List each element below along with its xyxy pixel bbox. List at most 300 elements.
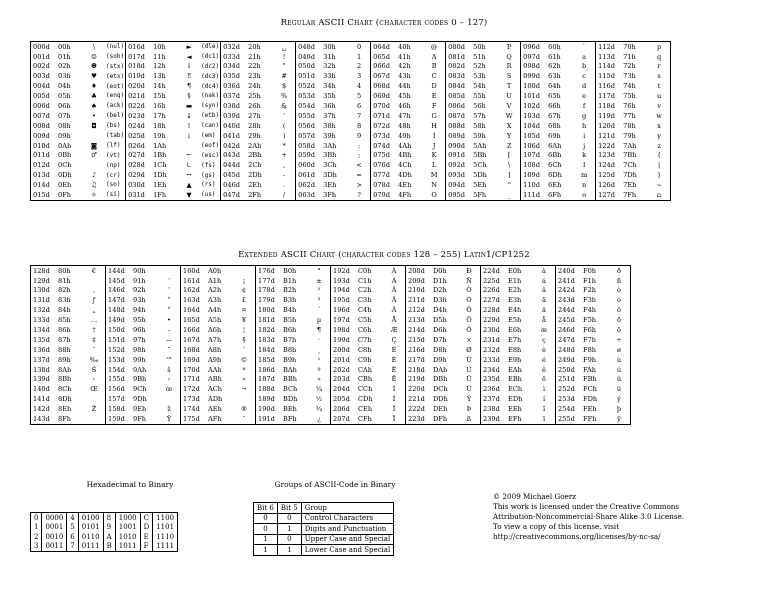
character-cell: ♫	[91, 181, 97, 190]
character-cell: —	[158, 335, 181, 345]
license-line: Attribution-Noncommercial-Share Alike 3.0 License.	[493, 512, 685, 521]
character-cell: ¼	[308, 385, 331, 395]
decimal-code-cell: 103d	[523, 111, 540, 120]
decimal-code-cell: 243d	[558, 296, 575, 305]
hex-code-cell: 6Ah	[548, 141, 562, 150]
decimal-code-cell: 105d	[523, 131, 540, 140]
character-cell: 6	[348, 101, 371, 111]
decimal-code-cell: 200d	[333, 345, 350, 354]
character-cell: Đ	[458, 266, 481, 276]
character-cell: B	[423, 62, 446, 72]
decimal-code-cell: 113d	[598, 52, 615, 61]
hex-code-cell: CAh	[358, 365, 373, 374]
character-cell: ◄	[186, 52, 192, 61]
character-cell: Î	[383, 404, 406, 414]
decimal-code-cell: 232d	[483, 345, 500, 354]
character-cell: ý	[608, 395, 631, 405]
hex-code-cell: 74h	[623, 82, 636, 91]
character-cell: ‚	[83, 286, 106, 296]
decimal-code-cell: 014d	[33, 181, 50, 190]
hex-code-cell: 90h	[133, 266, 146, 275]
hex-code-cell: D1h	[433, 276, 447, 285]
hex-code-cell: 31h	[323, 52, 336, 61]
decimal-code-cell: 086d	[448, 101, 465, 110]
decimal-code-cell: 170d	[183, 365, 200, 374]
hex-binary-row	[31, 523, 178, 533]
character-cell: þ	[608, 404, 631, 414]
decimal-code-cell: 051d	[298, 72, 315, 81]
groups-row	[254, 513, 394, 524]
groups-table	[253, 502, 394, 556]
hex-code-cell: 3Dh	[323, 171, 337, 180]
hex-code-cell: 7Bh	[623, 151, 637, 160]
character-cell: ÷	[608, 335, 631, 345]
character-cell: T	[498, 82, 521, 92]
decimal-code-cell: 013d	[33, 171, 50, 180]
groups-header-cell: Bit 6	[254, 503, 278, 514]
decimal-code-cell: 023d	[128, 111, 145, 120]
hex-code-cell: 82h	[58, 286, 71, 295]
decimal-code-cell: 122d	[598, 141, 615, 150]
character-cell: æ	[533, 325, 556, 335]
hex-code-cell: B2h	[283, 286, 297, 295]
hex-code-cell: 8Dh	[58, 395, 72, 404]
decimal-code-cell: 240d	[558, 266, 575, 275]
extended-table-row	[31, 315, 631, 325]
hex-code-cell: 2Fh	[248, 191, 262, 199]
decimal-code-cell: 066d	[373, 62, 390, 71]
hex-code-cell: 9Fh	[133, 415, 147, 423]
hex-code-cell: BCh	[283, 385, 298, 394]
character-cell: <	[348, 161, 371, 171]
character-cell: %	[273, 91, 296, 101]
decimal-code-cell: 001d	[33, 52, 50, 61]
hex-code-cell: 58h	[473, 121, 486, 130]
hex-code-cell: DAh	[433, 365, 448, 374]
decimal-code-cell: 075d	[373, 151, 390, 160]
decimal-code-cell: 163d	[183, 296, 200, 305]
decimal-code-cell: 154d	[108, 365, 125, 374]
decimal-code-cell: 033d	[223, 52, 240, 61]
hex-code-cell: 64h	[548, 82, 561, 91]
standard-table-row	[31, 91, 671, 101]
hex-code-cell: BEh	[283, 405, 297, 414]
character-cell: è	[533, 345, 556, 355]
decimal-code-cell: 029d	[128, 171, 145, 180]
decimal-code-cell: 161d	[183, 276, 200, 285]
character-cell: ±	[308, 276, 331, 286]
hex-code-cell: BBh	[283, 375, 297, 384]
hex-code-cell: 69h	[548, 131, 561, 140]
hex-code-cell: 46h	[398, 101, 411, 110]
decimal-code-cell: 030d	[128, 181, 145, 190]
decimal-code-cell: 166d	[183, 325, 200, 334]
character-cell: ↑	[186, 121, 192, 130]
groups-title: Groups of ASCII-Code in Binary	[274, 480, 396, 489]
binary-value-cell: 1101	[153, 523, 178, 533]
character-cell: /	[273, 190, 296, 200]
license-line: To view a copy of this license, visit	[493, 522, 620, 531]
decimal-code-cell: 034d	[223, 62, 240, 71]
character-cell: ö	[608, 325, 631, 335]
hex-code-cell: 8Bh	[58, 375, 72, 384]
hex-code-cell: F7h	[583, 335, 597, 344]
character-cell: Ó	[458, 296, 481, 306]
decimal-code-cell: 151d	[108, 335, 125, 344]
hex-code-cell: CFh	[358, 415, 372, 423]
character-cell: ♥	[91, 72, 97, 81]
decimal-code-cell: 193d	[333, 276, 350, 285]
decimal-code-cell: 106d	[523, 141, 540, 150]
control-abbr-cell: (esc)	[201, 151, 220, 159]
hex-code-cell: BDh	[283, 395, 298, 404]
character-cell: ë	[533, 375, 556, 385]
decimal-code-cell: 247d	[558, 335, 575, 344]
standard-table-row	[31, 101, 671, 111]
character-cell: Ñ	[458, 276, 481, 286]
character-cell: Ý	[458, 395, 481, 405]
character-cell: ”	[158, 306, 181, 316]
character-cell: ¯	[233, 414, 256, 424]
hex-code-cell: 5Bh	[473, 151, 487, 160]
character-cell: Y	[498, 131, 521, 141]
hex-code-cell: 48h	[398, 121, 411, 130]
decimal-code-cell: 009d	[33, 131, 50, 140]
character-cell: ♣	[91, 92, 97, 101]
binary-value-cell: 1111	[153, 542, 178, 552]
decimal-code-cell: 155d	[108, 375, 125, 384]
decimal-code-cell: 123d	[598, 151, 615, 160]
character-cell	[83, 161, 105, 171]
hex-digit-cell: D	[140, 523, 153, 533]
groups-row	[254, 524, 394, 535]
character-cell: º	[308, 365, 331, 375]
character-cell: €	[83, 266, 106, 276]
decimal-code-cell: 238d	[483, 405, 500, 414]
hex-code-cell: 95h	[133, 316, 146, 325]
decimal-code-cell: 121d	[598, 131, 615, 140]
character-cell: Ü	[458, 385, 481, 395]
hex-code-cell: 45h	[398, 92, 411, 101]
character-cell: ‘	[158, 276, 181, 286]
hex-code-cell: 41h	[398, 52, 411, 61]
decimal-code-cell: 072d	[373, 121, 390, 130]
character-cell: ;	[348, 151, 371, 161]
character-cell: Ô	[458, 306, 481, 316]
hex-code-cell: 94h	[133, 306, 146, 315]
hex-code-cell: A3h	[208, 296, 222, 305]
character-cell: œ	[158, 385, 181, 395]
character-cell: ½	[308, 395, 331, 405]
hex-code-cell: D4h	[433, 306, 447, 315]
control-abbr-cell: (soh)	[106, 52, 125, 60]
hex-code-cell: 81h	[58, 276, 71, 285]
hex-code-cell: 06h	[58, 101, 71, 110]
hex-code-cell: 6Fh	[548, 191, 562, 199]
hex-code-cell: 8Ch	[58, 385, 72, 394]
character-cell: L	[423, 161, 446, 171]
hex-code-cell: 14h	[153, 82, 166, 91]
binary-value-cell: 1100	[153, 513, 178, 523]
decimal-code-cell: 081d	[448, 52, 465, 61]
character-cell: ¬	[233, 385, 256, 395]
hex-code-cell: ADh	[208, 395, 223, 404]
decimal-code-cell: 016d	[128, 42, 145, 51]
character-cell: í	[533, 395, 556, 405]
character-cell: S	[498, 72, 521, 82]
character-cell: Ä	[383, 306, 406, 316]
character-cell: ‼	[187, 72, 191, 81]
character-cell: ^	[498, 180, 521, 190]
character-cell: Å	[383, 315, 406, 325]
hex-code-cell: 73h	[623, 72, 636, 81]
character-cell: ♦	[91, 82, 97, 91]
decimal-code-cell: 246d	[558, 325, 575, 334]
decimal-code-cell: 052d	[298, 82, 315, 91]
groups-row	[254, 534, 394, 545]
decimal-code-cell: 251d	[558, 375, 575, 384]
hex-code-cell: F6h	[583, 325, 597, 334]
decimal-code-cell: 129d	[33, 276, 50, 285]
hex-code-cell: 71h	[623, 52, 636, 61]
group-name-cell: Upper Case and Special	[301, 534, 393, 545]
control-abbr-cell: (dc1)	[201, 52, 220, 60]
hex-code-cell: A8h	[208, 345, 222, 354]
decimal-code-cell: 101d	[523, 92, 540, 101]
decimal-code-cell: 176d	[258, 266, 275, 275]
decimal-code-cell: 097d	[523, 52, 540, 61]
hex-code-cell: C9h	[358, 355, 372, 364]
character-cell: u	[648, 91, 671, 101]
hex-code-cell: B0h	[283, 266, 297, 275]
bit-value-cell: 1	[277, 524, 301, 535]
character-cell: ◙	[90, 141, 98, 150]
decimal-code-cell: 221d	[408, 395, 425, 404]
character-cell: U	[498, 91, 521, 101]
character-cell: ²	[308, 286, 331, 296]
decimal-code-cell: 167d	[183, 335, 200, 344]
hex-code-cell: 77h	[623, 111, 636, 120]
decimal-code-cell: 180d	[258, 306, 275, 315]
decimal-code-cell: 149d	[108, 316, 125, 325]
hex-code-cell: 85h	[58, 316, 71, 325]
character-cell: $	[273, 82, 296, 92]
group-name-cell: Control Characters	[301, 513, 393, 524]
hex-code-cell: 32h	[323, 62, 336, 71]
hex-code-cell: 6Bh	[548, 151, 562, 160]
hex-code-cell: 38h	[323, 121, 336, 130]
character-cell: \	[498, 161, 521, 171]
hex-code-cell: E8h	[508, 345, 522, 354]
decimal-code-cell: 090d	[448, 141, 465, 150]
hex-code-cell: 8Fh	[58, 415, 72, 423]
character-cell: É	[383, 355, 406, 365]
character-cell: ⌂	[648, 190, 671, 200]
decimal-code-cell: 146d	[108, 286, 125, 295]
hex-code-cell: 89h	[58, 355, 71, 364]
hex-code-cell: C3h	[358, 296, 372, 305]
standard-table-row	[31, 171, 671, 181]
character-cell: 9	[348, 131, 371, 141]
character-cell: 5	[348, 91, 371, 101]
decimal-code-cell: 060d	[298, 161, 315, 170]
decimal-code-cell: 241d	[558, 276, 575, 285]
decimal-code-cell: 208d	[408, 266, 425, 275]
decimal-code-cell: 162d	[183, 286, 200, 295]
decimal-code-cell: 021d	[128, 92, 145, 101]
decimal-code-cell: 027d	[128, 151, 145, 160]
hex-code-cell: D6h	[433, 325, 447, 334]
character-cell: ¦	[233, 325, 256, 335]
character-cell: t	[648, 82, 671, 92]
hex-code-cell: 05h	[58, 92, 71, 101]
control-abbr-cell: (eot)	[106, 82, 125, 90]
decimal-code-cell: 065d	[373, 52, 390, 61]
character-cell: ñ	[608, 276, 631, 286]
decimal-code-cell: 177d	[258, 276, 275, 285]
decimal-code-cell: 093d	[448, 171, 465, 180]
binary-value-cell: 0110	[78, 532, 103, 542]
character-cell: _	[498, 190, 521, 200]
bit-value-cell: 0	[277, 513, 301, 524]
hex-code-cell: 56h	[473, 101, 486, 110]
decimal-code-cell: 082d	[448, 62, 465, 71]
binary-value-cell: 0100	[78, 513, 103, 523]
hex-code-cell: 9Eh	[133, 405, 147, 414]
character-cell: >	[348, 180, 371, 190]
binary-value-cell: 0111	[78, 542, 103, 552]
binary-value-cell: 0010	[42, 532, 67, 542]
license-line: This work is licensed under the Creative Commons	[493, 502, 680, 511]
hex-code-cell: 36h	[323, 101, 336, 110]
character-cell: ¹	[308, 355, 331, 365]
standard-table-row	[31, 190, 671, 200]
decimal-code-cell: 079d	[373, 191, 390, 199]
hex-code-cell: 9Ah	[133, 365, 147, 374]
hex-code-cell: 24h	[248, 82, 261, 91]
decimal-code-cell: 212d	[408, 306, 425, 315]
hex-code-cell: 4Ch	[398, 161, 412, 170]
decimal-code-cell: 022d	[128, 101, 145, 110]
character-cell: ê	[533, 365, 556, 375]
hex-code-cell: B6h	[283, 325, 297, 334]
hex-code-cell: CBh	[358, 375, 373, 384]
hex-code-cell: 78h	[623, 121, 636, 130]
decimal-code-cell: 250d	[558, 365, 575, 374]
decimal-code-cell: 225d	[483, 276, 500, 285]
decimal-code-cell: 006d	[33, 101, 50, 110]
character-cell: ˆ	[83, 345, 106, 355]
decimal-code-cell: 063d	[298, 191, 315, 199]
bit-value-cell: 0	[254, 513, 278, 524]
control-abbr-cell: (so)	[105, 180, 126, 190]
decimal-code-cell: 203d	[333, 375, 350, 384]
character-cell: Ì	[383, 385, 406, 395]
hex-code-cell: 33h	[323, 72, 336, 81]
decimal-code-cell: 038d	[223, 101, 240, 110]
hex-code-cell: 04h	[58, 82, 71, 91]
decimal-code-cell: 091d	[448, 151, 465, 160]
decimal-code-cell: 099d	[523, 72, 540, 81]
decimal-code-cell: 237d	[483, 395, 500, 404]
character-cell: o	[573, 190, 596, 200]
character-cell: ù	[608, 355, 631, 365]
hex-code-cell: 96h	[133, 325, 146, 334]
character-cell: "	[273, 62, 296, 72]
hex-code-cell: 7Fh	[623, 191, 637, 199]
decimal-code-cell: 137d	[33, 355, 50, 364]
groups-header-cell: Bit 5	[277, 503, 301, 514]
character-cell: (	[273, 121, 296, 131]
decimal-code-cell: 187d	[258, 375, 275, 384]
decimal-code-cell: 032d	[223, 42, 240, 51]
hex-code-cell: EEh	[508, 405, 522, 414]
decimal-code-cell: 127d	[598, 191, 615, 199]
character-cell: ’	[158, 286, 181, 296]
decimal-code-cell: 186d	[258, 365, 275, 374]
character-cell: “	[158, 296, 181, 306]
character-cell: ï	[533, 414, 556, 424]
character-cell: î	[533, 404, 556, 414]
character-cell: Û	[458, 375, 481, 385]
hex-code-cell: 3Bh	[323, 151, 337, 160]
hex-code-cell: 0Eh	[58, 181, 72, 190]
character-cell: i	[573, 131, 596, 141]
decimal-code-cell: 061d	[298, 171, 315, 180]
hex-code-cell: 4Eh	[398, 181, 412, 190]
decimal-code-cell: 084d	[448, 82, 465, 91]
character-cell: q	[648, 52, 671, 62]
character-cell: y	[648, 131, 671, 141]
decimal-code-cell: 209d	[408, 276, 425, 285]
decimal-code-cell: 175d	[183, 415, 200, 423]
hex-code-cell: 3Ch	[323, 161, 337, 170]
character-cell: e	[573, 91, 596, 101]
character-cell: |	[648, 161, 671, 171]
decimal-code-cell: 080d	[448, 42, 465, 51]
character-cell: ∟	[186, 161, 192, 170]
control-abbr-cell: (vt)	[105, 151, 126, 161]
hex-code-cell: F8h	[583, 345, 597, 354]
decimal-code-cell: 046d	[223, 181, 240, 190]
character-cell: h	[573, 121, 596, 131]
extended-table-row	[31, 266, 631, 276]
decimal-code-cell: 044d	[223, 161, 240, 170]
character-cell: K	[423, 151, 446, 161]
character-cell: ¶	[308, 325, 331, 335]
decimal-code-cell: 253d	[558, 395, 575, 404]
character-cell: Q	[498, 52, 521, 62]
decimal-code-cell: 217d	[408, 355, 425, 364]
decimal-code-cell: 010d	[33, 141, 50, 150]
binary-value-cell: 1110	[153, 532, 178, 542]
character-cell: ˜	[158, 345, 181, 355]
hex-binary-row	[31, 542, 178, 552]
decimal-code-cell: 143d	[33, 415, 50, 423]
character-cell	[233, 395, 256, 405]
hex-code-cell: 98h	[133, 345, 146, 354]
hex-code-cell: 0Ah	[58, 141, 72, 150]
character-cell: A	[423, 52, 446, 62]
hex-code-cell: 00h	[58, 42, 71, 51]
hex-code-cell: 27h	[248, 111, 261, 120]
decimal-code-cell: 085d	[448, 92, 465, 101]
character-cell: &	[273, 101, 296, 111]
decimal-code-cell: 131d	[33, 296, 50, 305]
hex-code-cell: 68h	[548, 121, 561, 130]
character-cell: ‹	[83, 375, 106, 385]
decimal-code-cell: 059d	[298, 151, 315, 160]
